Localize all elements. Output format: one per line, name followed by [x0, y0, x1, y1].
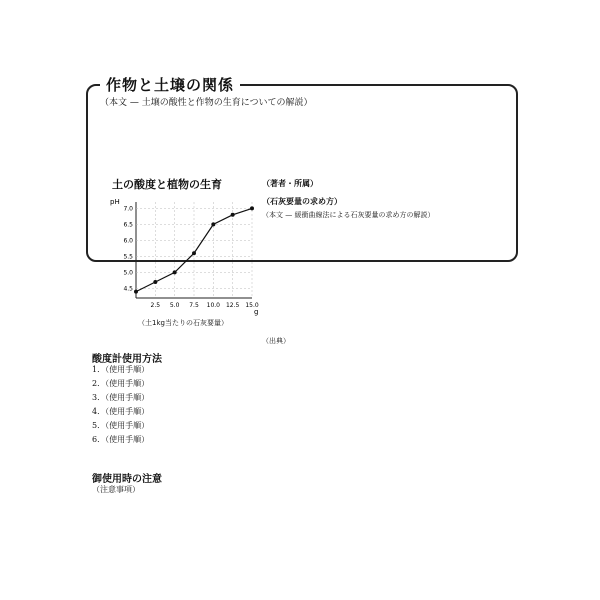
usage-title: 酸度計使用方法	[92, 354, 162, 365]
y-tick-label: 4.5	[123, 285, 133, 293]
chart-caption: （土1kg当たりの石灰要量）	[138, 319, 228, 327]
data-point	[173, 270, 177, 274]
data-point	[153, 280, 157, 284]
source-note: （出典）	[262, 337, 290, 345]
data-point	[192, 251, 196, 255]
usage-item: 4．（使用手順）	[92, 407, 150, 416]
usage-item: 6．（使用手順）	[92, 435, 150, 444]
data-point	[231, 213, 235, 217]
caution-title: 御使用時の注意	[92, 474, 162, 485]
x-tick-label: 10.0	[206, 302, 221, 309]
figure-title: 土の酸度と植物の生育	[112, 178, 222, 191]
y-tick-label: 5.5	[123, 253, 133, 261]
y-tick-label: 6.0	[123, 237, 133, 245]
usage-item: 3．（使用手順）	[92, 393, 150, 402]
x-tick-label: 7.5	[189, 302, 199, 309]
y-tick-label: 6.5	[123, 221, 133, 229]
x-axis-label: g	[254, 308, 259, 316]
data-point	[134, 290, 138, 294]
figure-author: （著者・所属）	[262, 179, 318, 188]
x-tick-label: 5.0	[169, 302, 180, 309]
usage-list	[92, 364, 512, 448]
y-tick-label: 5.0	[123, 269, 133, 277]
y-tick-label: 7.0	[123, 205, 133, 213]
data-point	[211, 222, 215, 226]
ph-chart	[108, 192, 258, 320]
intro-body: （本文 — 土壌の酸性と作物の生育についての解説）	[100, 98, 313, 108]
data-point	[250, 206, 254, 210]
intro-title: 作物と土壌の関係	[100, 74, 240, 95]
usage-item: 2．（使用手順）	[92, 379, 150, 388]
caution-body: （注意事項）	[92, 485, 140, 494]
usage-item: 1．（使用手順）	[92, 365, 150, 374]
y-axis-label: pH	[110, 198, 120, 206]
side-title: （石灰要量の求め方）	[262, 197, 342, 206]
usage-item: 5．（使用手順）	[92, 421, 150, 430]
x-tick-label: 15.0	[245, 302, 259, 309]
side-body: （本文 — 緩衝曲線法による石灰要量の求め方の解説）	[262, 211, 435, 219]
x-tick-label: 12.5	[225, 302, 240, 309]
x-tick-label: 2.5	[150, 302, 161, 309]
